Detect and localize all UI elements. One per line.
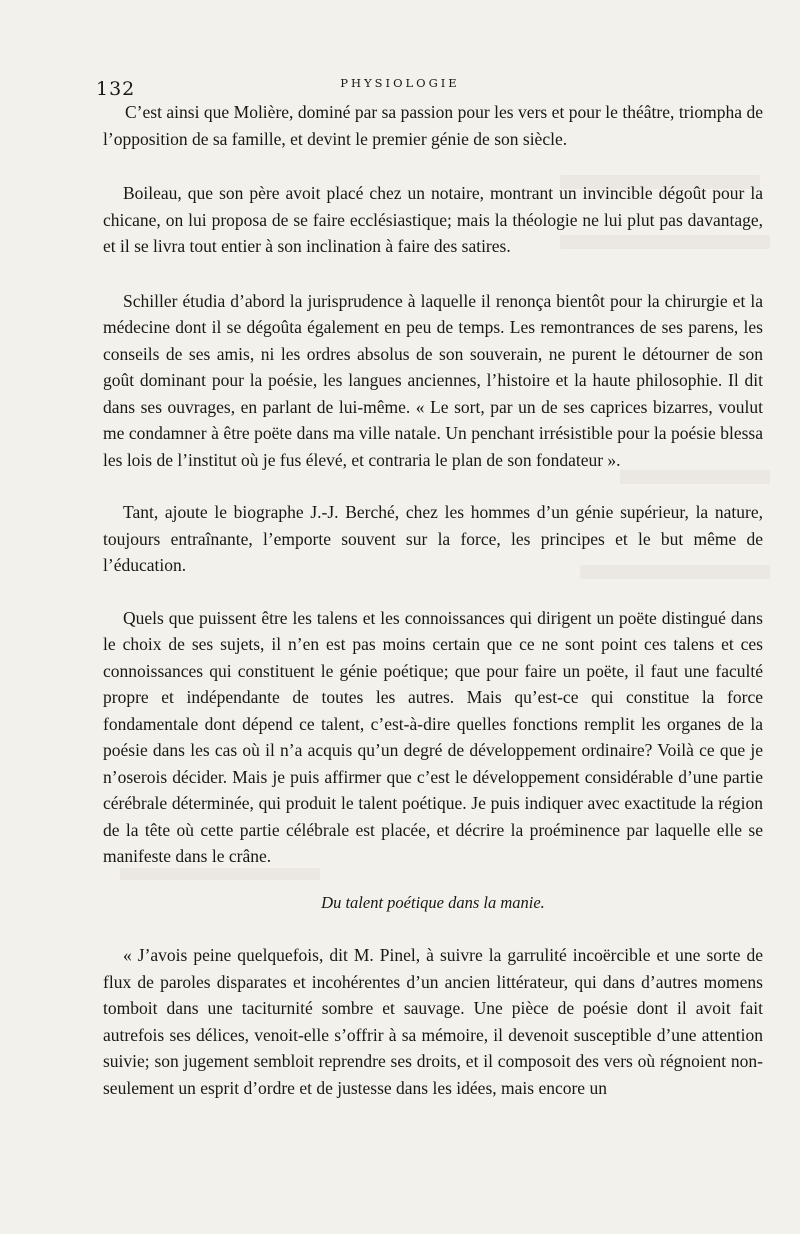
body-text	[103, 99, 763, 1101]
paragraph-boileau: Boileau, que son père avoit placé chez un notaire, montrant un invincible dégoût pour la chicane, on lui proposa de se faire ecclésiastique; mais la théologie ne lui plut pas davantage, et il se livra tout entier à son inclination à faire des satires.	[103, 183, 763, 256]
section-title: Du talent poétique dans la manie.	[321, 892, 545, 912]
page-number: 132	[96, 78, 136, 100]
paragraph-berche: Tant, ajoute le biographe J.-J. Berché, chez les hommes d’un génie supérieur, la nature, toujours entraînante, l’emporte souvent sur la force, les principes et le but même de l’éducation.	[103, 502, 763, 575]
paragraph-schiller: Schiller étudia d’abord la jurisprudence à laquelle il renonça bientôt pour la chirurgie et la médecine dont il se dégoûta également en peu de temps. Les remontrances de ses parens, les conseils de ses amis, ni les ordres absolus de son souverain, ne purent le détourner de son goût dominant pour la poésie, les langues anciennes, l’histoire et la haute philosophie. Il dit dans ses ouvrages, en parlant de lui-même. « Le sort, par un de ses caprices bizarres, voulut me condamner à être poëte dans ma ville natale. Un penchant irrésistible pour la poésie blessa les lois de l’institut où je fus élevé, et contraria le plan de son fondateur ».	[103, 290, 763, 470]
running-head: PHYSIOLOGIE	[340, 76, 460, 90]
paragraph-pinel: « J’avois peine quelquefois, dit M. Pinel, à suivre la garrulité incoërcible et une sorte de flux de paroles disparates et incohérentes d’un ancien littérateur, qui dans d’autres momens tomboit dans une taciturnité sombre et sauvage. Une pièce de poésie dont il avoit fait autrefois ses délices, venoit-elle s’offrir à sa mémoire, il devenoit susceptible d’une attention suivie; son jugement sembloit reprendre ses droits, et il composoit des vers où régnoient non-seulement un esprit d’ordre et de justesse dans les idées, mais encore un	[103, 945, 763, 1098]
paragraph-poetic-genius: Quels que puissent être les talens et les connoissances qui dirigent un poëte distingué dans le choix de ses sujets, il n’en est pas moins certain que ce ne sont point ces talens et ces connoissances qui constituent le génie poétique; que pour faire un poëte, il faut une faculté propre et indépendante de toutes les autres. Mais qu’est-ce qui constitue la force fondamentale dont dépend ce talent, c’est-à-dire quelles fonctions remplit les organes de la poésie dans les cas où il n’a acquis qu’un degré de développement ordinaire? Voilà ce que je n’oserois décider. Mais je puis affirmer que c’est le développement considérable d’une partie cérébrale déterminée, qui produit le talent poétique. Je puis indiquer avec exactitude la région de la tête où cette partie célébrale est placée, et décrire la proéminence par laquelle elle se manifeste dans le crâne.	[103, 607, 763, 866]
paragraph-moliere: C’est ainsi que Molière, dominé par sa passion pour les vers et pour le théâtre, triompha de l’opposition de sa famille, et devint le premier génie de son siècle.	[103, 102, 763, 149]
